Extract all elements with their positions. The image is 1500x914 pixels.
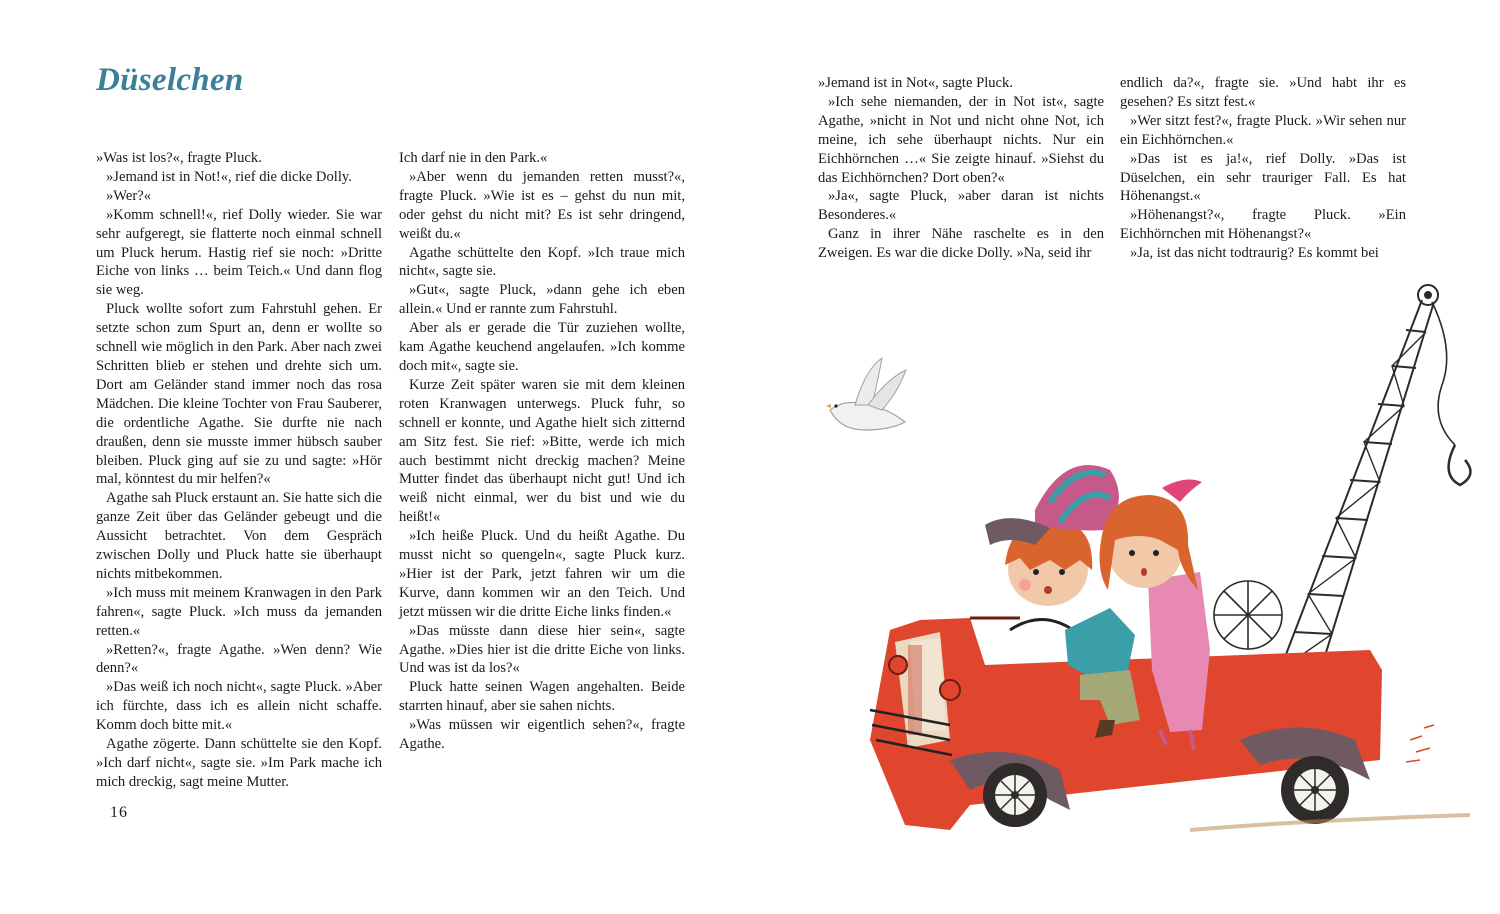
chapter-title: Düselchen <box>96 62 244 98</box>
paragraph: »Ja«, sagte Pluck, »aber daran ist nichts Besonderes.« <box>818 188 1104 224</box>
paragraph: »Wer?« <box>106 187 152 204</box>
left-column-2 <box>399 149 685 754</box>
paragraph: »Das ist es ja!«, rief Dolly. »Das ist Düselchen, ein sehr trauriger Fall. Es hat Höhenangst.« <box>1120 150 1406 205</box>
paragraph: »Das müsste dann diese hier sein«, sagte Agathe. »Dies hier ist die dritte Eiche von links. Und was ist da los?« <box>399 622 685 677</box>
paragraph: Pluck hatte seinen Wagen angehalten. Beide starrten hinauf, aber sie sahen nichts. <box>399 679 685 715</box>
paragraph: »Retten?«, fragte Agathe. »Wen denn? Wie denn?« <box>96 641 382 677</box>
rear-wheel <box>1281 756 1349 824</box>
page-number: 16 <box>110 804 128 821</box>
crane-truck-illustration <box>810 270 1500 870</box>
paragraph: »Aber wenn du jemanden retten musst?«, fragte Pluck. »Wie ist es – gehst du nun mit, oder gehst du nicht mit? Es ist sehr dringend, weißt du.« <box>399 168 685 242</box>
paragraph: Ich darf nie in den Park.« <box>399 150 548 166</box>
paragraph: Agathe sah Pluck erstaunt an. Sie hatte sich die ganze Zeit über das Geländer gebeugt und die Aussicht betrachtet. Von dem Gespräch zwischen Dolly und Pluck hatte sie überhaupt nichts mitbekommen. <box>96 490 382 582</box>
paragraph: Agathe schüttelte den Kopf. »Ich traue mich nicht«, sagte sie. <box>399 244 685 280</box>
paragraph: »Komm schnell!«, rief Dolly wieder. Sie war sehr aufgeregt, sie flatterte noch einmal schnell um Pluck herum. Hastig rief sie noch: »Dritte Eiche von links … beim Teich.« Und dann flog sie weg. <box>96 206 382 299</box>
dove-illustration <box>826 358 906 430</box>
paragraph: »Was ist los?«, fragte Pluck. <box>96 150 262 166</box>
speed-marks <box>1406 725 1434 762</box>
paragraph: »Ich sehe niemanden, der in Not ist«, sagte Agathe, »nicht in Not und nicht ohne Not, ich meine, ich sehe überhaupt nichts. Nur ein Eichhörnchen …« Sie zeigte hinauf. »Siehst du das Eichhörnchen? Dort oben?« <box>818 93 1104 186</box>
crane-boom <box>1280 285 1470 672</box>
paragraph: »Das weiß ich noch nicht«, sagte Pluck. »Aber ich fürchte, dass ich es allein nicht schaffe. Komm doch bitte mit.« <box>96 679 382 734</box>
paragraph: »Gut«, sagte Pluck, »dann gehe ich eben allein.« Und er rannte zum Fahrstuhl. <box>399 282 685 318</box>
winch-wheel <box>1214 581 1282 649</box>
paragraph: »Höhenangst?«, fragte Pluck. »Ein Eichhörnchen mit Höhenangst?« <box>1120 207 1406 243</box>
paragraph: Kurze Zeit später waren sie mit dem kleinen roten Kranwagen unterwegs. Pluck fuhr, so schnell er konnte, und Agathe hielt sich zitternd am Sitz fest. Sie rief: »Bitte, werde ich mich auch bestimmt nicht dreckig machen? Meine Mutter findet das überhaupt nicht gut! Und ich weiß nicht einmal, wer du bist und wie du heißt!« <box>399 376 685 526</box>
paragraph: endlich da?«, fragte sie. »Und habt ihr es gesehen? Es sitzt fest.« <box>1120 75 1406 110</box>
paragraph: »Jemand ist in Not!«, rief die dicke Dolly. <box>106 168 352 185</box>
front-wheel <box>983 763 1047 827</box>
left-column-1 <box>96 149 382 792</box>
paragraph: Pluck wollte sofort zum Fahrstuhl gehen. Er setzte schon zum Spurt an, denn er wollte so schnell wie möglich in den Park. Aber nach zwei Schritten blieb er stehen und drehte sich um. Dort am Geländer stand immer noch das rosa Mädchen. Die kleine Tochter von Frau Sauberer, die ordentliche Agathe. Sie durfte nie nach draußen, denn sie musste immer hübsch sauber bleiben. Pluck ging auf sie zu und sagte: »Hör mal, könntest du mir helfen?« <box>96 301 382 488</box>
paragraph: Aber als er gerade die Tür zuziehen wollte, kam Agathe keuchend angelaufen. »Ich komme doch mit«, sagte sie. <box>399 320 685 374</box>
paragraph: »Ich heiße Pluck. Und du heißt Agathe. Du musst nicht so quengeln«, sagte Pluck kurz. »Hier ist der Park, jetzt fahren wir um die Kurve, dann kommen wir an den Teich. Und jetzt müssen wir die dritte Eiche links finden.« <box>399 528 685 620</box>
right-column-2 <box>1120 74 1406 263</box>
paragraph: »Jemand ist in Not«, sagte Pluck. <box>818 75 1013 91</box>
paragraph: Agathe zögerte. Dann schüttelte sie den Kopf. »Ich darf nicht«, sagte sie. »Im Park mache ich mich dreckig, sagt meine Mutter. <box>96 736 382 790</box>
paragraph: »Was müssen wir eigentlich sehen?«, fragte Agathe. <box>399 717 685 753</box>
paragraph: »Ich muss mit meinem Kranwagen in den Park fahren«, sagte Pluck. »Ich muss da jemanden retten.« <box>96 584 382 639</box>
paragraph: Ganz in ihrer Nähe raschelte es in den Zweigen. Es war die dicke Dolly. »Na, seid ihr <box>818 226 1104 262</box>
paragraph: »Ja, ist das nicht todtraurig? Es kommt bei <box>1130 245 1379 262</box>
right-column-1 <box>818 74 1104 263</box>
paragraph: »Wer sitzt fest?«, fragte Pluck. »Wir sehen nur ein Eichhörnchen.« <box>1120 112 1406 148</box>
